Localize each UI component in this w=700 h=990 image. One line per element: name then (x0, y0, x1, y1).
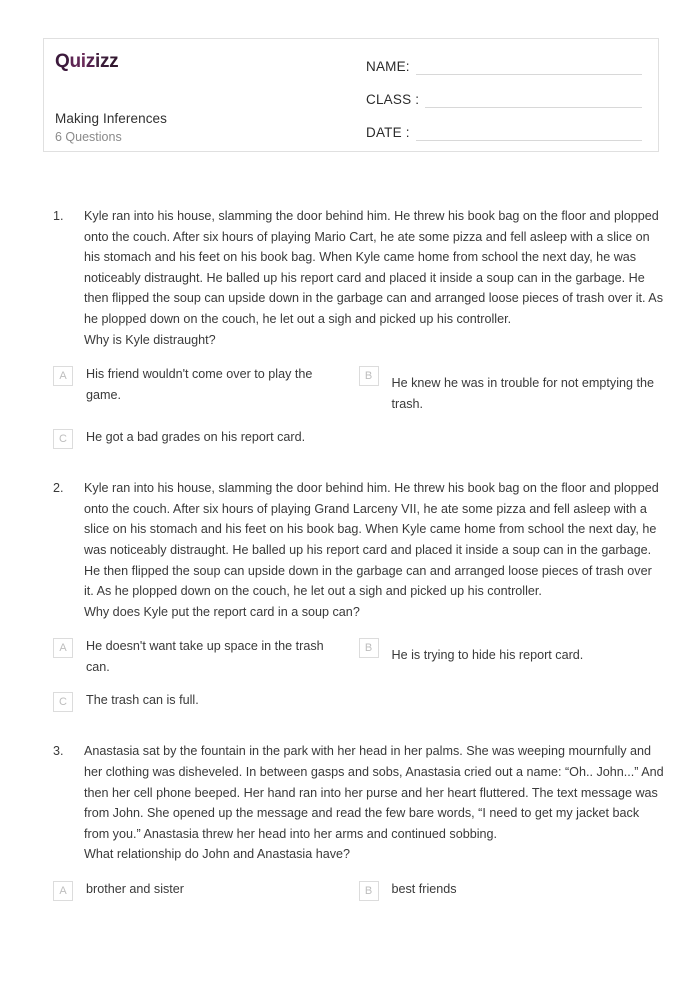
date-input-line[interactable] (416, 123, 642, 141)
answer-option[interactable] (359, 364, 665, 414)
option-letter-a: A (53, 881, 73, 901)
answer-option[interactable] (53, 879, 359, 901)
option-letter-c: C (53, 429, 73, 449)
date-field-row (366, 119, 642, 141)
questions-list (0, 206, 700, 930)
class-field-label: CLASS : (366, 92, 420, 107)
option-letter-a: A (53, 366, 73, 386)
name-input-line[interactable] (416, 57, 642, 75)
question-row (0, 206, 700, 350)
question-body (84, 206, 664, 350)
option-letter-a: A (53, 638, 73, 658)
option-text: He is trying to hide his report card. (391, 648, 584, 663)
option-text: He got a bad grades on his report card. (86, 430, 306, 445)
date-field-label: DATE : (366, 125, 410, 140)
option-text: best friends (391, 881, 457, 896)
option-letter-b: B (359, 638, 379, 658)
question-block (0, 741, 700, 914)
header-left-section (44, 39, 354, 151)
option-letter-c: C (53, 692, 73, 712)
quizizz-logo: Quizizz (55, 51, 119, 72)
question-prompt: Why is Kyle distraught? (84, 332, 216, 347)
question-block (0, 478, 700, 725)
question-count-label: 6 Questions (55, 130, 122, 144)
question-body (84, 741, 664, 865)
answer-option[interactable] (53, 364, 359, 414)
worksheet-header-card (43, 38, 659, 152)
question-prompt: Why does Kyle put the report card in a soup can? (84, 604, 360, 619)
option-letter-b: B (359, 881, 379, 901)
class-field-row (366, 86, 642, 108)
question-passage: Kyle ran into his house, slamming the door behind him. He threw his book bag on the floor and plopped onto the couch. After six hours of playing Mario Cart, he ate some pizza and fell asleep with a slice on his stomach and his feet on his book bag. When Kyle came home from school the next day, he was noticeably distraught. He balled up his report card and placed it inside a soup can in the garbage. He then flipped the soup can upside down in the garbage can and arranged loose pieces of trash over it. As he plopped down on the couch, he let out a sigh and picked up his controller. (84, 209, 664, 326)
question-body (84, 478, 664, 622)
answer-option[interactable] (53, 427, 359, 449)
class-input-line[interactable] (425, 90, 642, 108)
answer-options (0, 364, 700, 462)
question-row (0, 741, 700, 865)
student-info-fields (354, 39, 658, 151)
answer-options (0, 636, 700, 725)
question-number: 1. (53, 209, 64, 223)
answer-option[interactable] (359, 879, 665, 901)
question-passage: Kyle ran into his house, slamming the door behind him. He threw his book bag on the floor and plopped onto the couch. After six hours of playing Grand Larceny VII, he ate some pizza and fell asleep with a slice on his stomach and his feet on his book bag. When Kyle came home from school the next day, he was noticeably distraught. He balled up his report card and placed it inside a soup can in the garbage. He then flipped the soup can upside down in the garbage can and arranged loose pieces of trash over it. As he plopped down on the couch, he let out a sigh and picked up his controller. (84, 481, 659, 599)
answer-option[interactable] (53, 636, 359, 677)
answer-options (0, 879, 700, 914)
option-letter-b: B (359, 366, 379, 386)
name-field-row (366, 53, 642, 75)
option-text: brother and sister (86, 881, 185, 896)
quiz-title: Making Inferences (55, 111, 168, 126)
answer-option[interactable] (359, 636, 665, 677)
option-text: He knew he was in trouble for not emptying the trash. (391, 376, 655, 411)
question-block (0, 206, 700, 462)
name-field-label: NAME: (366, 59, 410, 74)
option-text: He doesn't want take up space in the trash can. (86, 639, 324, 674)
question-passage: Anastasia sat by the fountain in the park with her head in her palms. She was weeping mournfully and her clothing was disheveled. In between gasps and sobs, Anastasia cried out a name: “Oh.. John...” And then her cell phone beeped. Her hand ran into her purse and her heart fluttered. The text message was from John. She opened up the message and read the few bare words, “I need to get my jacket back from you.” Anastasia threw her head into her arms and continued sobbing. (84, 744, 664, 841)
question-row (0, 478, 700, 622)
question-number: 2. (53, 481, 64, 496)
option-text: The trash can is full. (86, 693, 199, 708)
option-text: His friend wouldn't come over to play the game. (86, 367, 313, 402)
question-prompt: What relationship do John and Anastasia have? (84, 847, 351, 862)
question-number: 3. (53, 744, 64, 759)
answer-option[interactable] (53, 690, 359, 712)
